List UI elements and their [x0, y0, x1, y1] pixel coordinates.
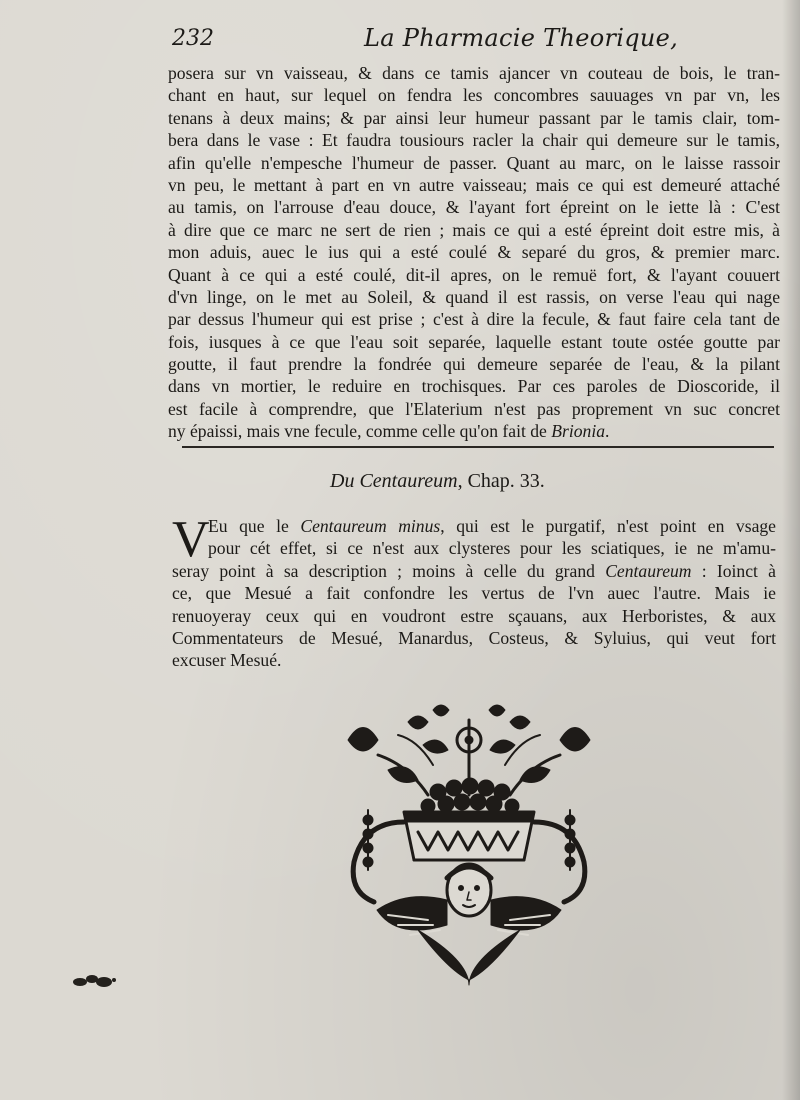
- ink-smudge-icon: [70, 970, 118, 992]
- chapter-line-text: Commentateurs de Mesué, Manardus, Costeus, & Syluius, qui veut fort: [172, 627, 776, 648]
- passage-last-line: [168, 420, 780, 442]
- chapter-line: [172, 605, 776, 627]
- passage-line: au tamis, on l'arrouse d'eau douce, & l'ayant fort épreint on le iette là : C'est: [168, 197, 780, 218]
- chapter-number: , Chap. 33.: [457, 470, 545, 492]
- passage-line: bera dans le vase : Et faudra tousiours racler la chair qui demeure sur le tamis,: [168, 130, 780, 151]
- chapter-line-text: , qui est le purgatif, n'est point en vsage: [440, 516, 776, 536]
- passage-line: dans vn mortier, le reduire en trochisques. Par ces paroles de Dioscoride, il: [168, 376, 780, 397]
- chapter-line-text: Eu que le: [208, 516, 301, 536]
- section-divider-rule: [182, 446, 774, 448]
- passage-line: goutte, il faut prendre la fondrée qui demeure separée de l'eau, & la pilant: [168, 354, 780, 375]
- drop-cap: V: [172, 511, 210, 568]
- chapter-line-text: excuser Mesué.: [172, 650, 282, 671]
- chapter-line: [172, 537, 776, 559]
- passage-last-line-end: .: [605, 421, 610, 442]
- passage-line: vn peu, le mettant à part en vn autre vaisseau; mais ce qui est demeuré attaché: [168, 174, 780, 195]
- italic-term: Brionia: [551, 421, 606, 442]
- chapter-line-text: renuoyeray ceux qui en voudront estre sçauans, aux Herboristes, & aux: [172, 605, 776, 626]
- passage-line: fois, iusques à ce que l'eau soit separée, laquelle estant toute ostée goutte par: [168, 331, 780, 352]
- passage-line: afin qu'elle n'empesche l'humeur de passer. Quant au marc, on le laisse rassoir: [168, 152, 780, 173]
- passage-line: chant en haut, sur lequel on fendra les concombres sauuages vn par vn, les: [168, 85, 780, 106]
- chapter-line-text: ce, que Mesué a fait confondre les vertus de l'vn auec l'autre. Mais ie: [172, 583, 776, 604]
- passage-line: posera sur vn vaisseau, & dans ce tamis ajancer vn couteau de bois, le tran-: [168, 63, 780, 83]
- passage-line: Quant à ce qui a esté coulé, dit-il apres, on le remuë fort, & l'ayant couuert: [168, 264, 780, 285]
- page-edge-shadow: [782, 0, 800, 1100]
- chapter-line: [172, 649, 776, 671]
- page-number: 232: [172, 26, 214, 51]
- chapter-line: [172, 515, 776, 537]
- tailpiece-ornament-icon: [338, 700, 600, 990]
- chapter-heading: [330, 470, 650, 493]
- italic-term: Centaureum minus: [300, 516, 441, 536]
- top-passage: [168, 62, 780, 443]
- passage-line: par dessus l'humeur qui est prise ; c'est à dire la fecule, & faut faire cela tant de: [168, 309, 780, 330]
- chapter-body: [172, 511, 776, 672]
- chapter-title: Du Centaureum: [330, 470, 458, 492]
- passage-line: mon aduis, auec le ius qui a esté coulé & separé du gros, & premier marc.: [168, 242, 780, 263]
- chapter-line: [172, 627, 776, 649]
- chapter-line-text: seray point à sa description ; moins à celle du grand: [172, 560, 606, 581]
- chapter-line-text: : Ioinct à: [691, 560, 776, 581]
- passage-line: est facile à comprendre, que l'Elaterium n'est pas proprement vn suc concret: [168, 398, 780, 419]
- passage-line: tenans à deux mains; & par ainsi leur humeur passant par le tamis clair, tom-: [168, 107, 780, 128]
- passage-line: d'vn linge, on le met au Soleil, & quand il est rassis, on verse l'eau qui nage: [168, 286, 780, 307]
- passage-last-line-text: ny épaissi, mais vne fecule, comme celle qu'on fait de: [168, 421, 552, 442]
- running-head: [172, 24, 679, 60]
- chapter-line-text: pour cét effet, si ce n'est aux clysteres pour les sciatiques, ie ne m'amu-: [208, 538, 776, 559]
- chapter-line: [172, 560, 776, 582]
- chapter-line: [172, 582, 776, 604]
- running-title: La Pharmacie Theorique,: [364, 24, 679, 52]
- italic-term: Centaureum: [605, 560, 692, 581]
- passage-line: à dire que ce marc ne sert de rien ; mais ce qui a esté épreint doit estre mis, à: [168, 219, 780, 240]
